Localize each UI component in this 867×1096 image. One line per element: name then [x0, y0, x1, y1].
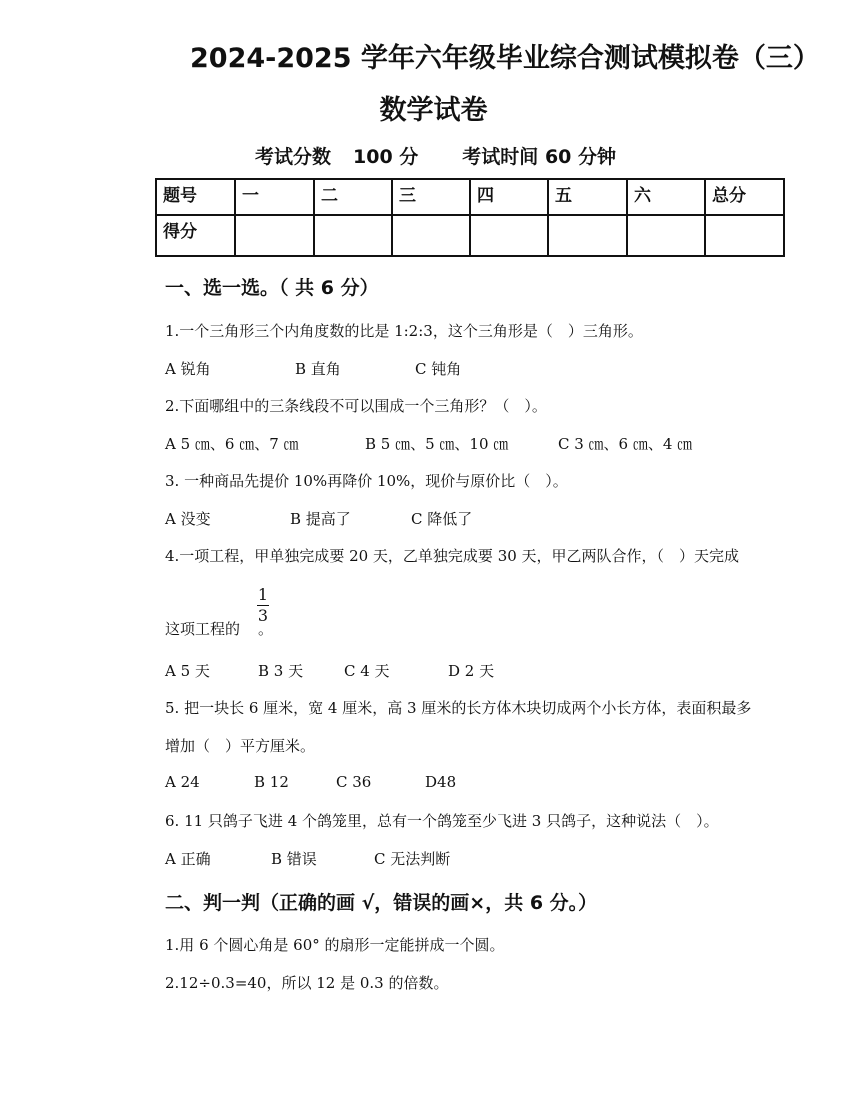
q5-text-line2: 增加（ ）平方厘米。 [165, 737, 316, 755]
option: B 提高了 [290, 510, 351, 528]
exam-info [255, 142, 616, 169]
q1-options [165, 358, 461, 379]
option: C 4 天 [344, 662, 390, 680]
score-table [155, 178, 785, 257]
score-input-cell[interactable] [470, 215, 548, 256]
q3-options [165, 508, 472, 529]
judge-q2: 2.12÷0.3=40，所以 12 是 0.3 的倍数。 [165, 974, 449, 992]
score-table-cell: 六 [627, 179, 705, 215]
option: C 钝角 [415, 360, 462, 378]
fraction-denominator: 3 [257, 606, 269, 625]
q5-text-line1: 5. 把一块长 6 厘米，宽 4 厘米，高 3 厘米的长方体木块切成两个小长方体，表面积最多 [165, 699, 752, 717]
q6-options [165, 848, 450, 869]
score-input-cell[interactable] [705, 215, 784, 256]
option: D48 [425, 773, 457, 791]
score-table-cell: 得分 [156, 215, 235, 256]
q4-text-line1: 4.一项工程，甲单独完成要 20 天，乙单独完成要 30 天，甲乙两队合作，（ ）天完成 [165, 547, 740, 565]
section1-heading: 一、选一选。（ 共 6 分） [165, 277, 379, 299]
score-input-cell[interactable] [548, 215, 627, 256]
option: C 降低了 [411, 510, 473, 528]
option: C 3 ㎝、6 ㎝、4 ㎝ [558, 435, 693, 453]
option: A 5 天 [165, 662, 210, 680]
option: A 24 [165, 773, 200, 791]
score-table-score-row [156, 215, 784, 256]
q4-text-prefix: 这项工程的 [165, 620, 241, 638]
score-table-cell: 四 [470, 179, 548, 215]
score-input-cell[interactable] [314, 215, 392, 256]
score-table-cell: 五 [548, 179, 627, 215]
q3-text: 3. 一种商品先提价 10%再降价 10%，现价与原价比（ ）。 [165, 472, 568, 490]
q2-options [165, 433, 692, 454]
score-table-cell: 一 [235, 179, 314, 215]
fraction-numerator: 1 [257, 585, 269, 604]
q1-text: 1.一个三角形三个内角度数的比是 1:2:3，这个三角形是（ ）三角形。 [165, 322, 643, 340]
score-table-cell: 三 [392, 179, 470, 215]
option: A 5 ㎝、6 ㎝、7 ㎝ [165, 435, 299, 453]
q2-text: 2.下面哪组中的三条线段不可以围成一个三角形？（ ）。 [165, 397, 547, 415]
score-input-cell[interactable] [627, 215, 705, 256]
score-input-cell[interactable] [235, 215, 314, 256]
score-table-cell: 题号 [156, 179, 235, 215]
option: B 错误 [271, 850, 317, 868]
score-table-cell: 二 [314, 179, 392, 215]
option: A 正确 [165, 850, 211, 868]
option: B 3 天 [258, 662, 304, 680]
fraction [257, 586, 269, 625]
judge-q1: 1.用 6 个圆心角是 60° 的扇形一定能拼成一个圆。 [165, 936, 505, 954]
exam-subtitle: 数学试卷 [379, 95, 488, 126]
section2-heading: 二、判一判（正确的画 √，错误的画×，共 6 分。） [165, 892, 598, 914]
q4-options [165, 660, 494, 681]
option: B 直角 [295, 360, 341, 378]
q5-options [165, 773, 456, 791]
option: C 无法判断 [374, 850, 451, 868]
option: A 没变 [165, 510, 211, 528]
option: B 12 [254, 773, 289, 791]
score-table-header-row [156, 179, 784, 215]
option: B 5 ㎝、5 ㎝、10 ㎝ [365, 435, 509, 453]
exam-title: 2024-2025 学年六年级毕业综合测试模拟卷（三） [190, 43, 820, 74]
time-value: 60 分钟 [544, 146, 616, 168]
score-value: 100 分 [353, 146, 419, 168]
option: A 锐角 [165, 360, 211, 378]
score-label: 考试分数 [255, 146, 332, 168]
option: D 2 天 [448, 662, 495, 680]
score-table-cell: 总分 [705, 179, 784, 215]
q4-text-suffix: 。 [258, 620, 274, 638]
score-input-cell[interactable] [392, 215, 470, 256]
option: C 36 [336, 773, 372, 791]
q6-text: 6. 11 只鸽子飞进 4 个鸽笼里，总有一个鸽笼至少飞进 3 只鸽子，这种说法（ ）。 [165, 812, 719, 830]
time-label: 考试时间 [462, 146, 539, 168]
